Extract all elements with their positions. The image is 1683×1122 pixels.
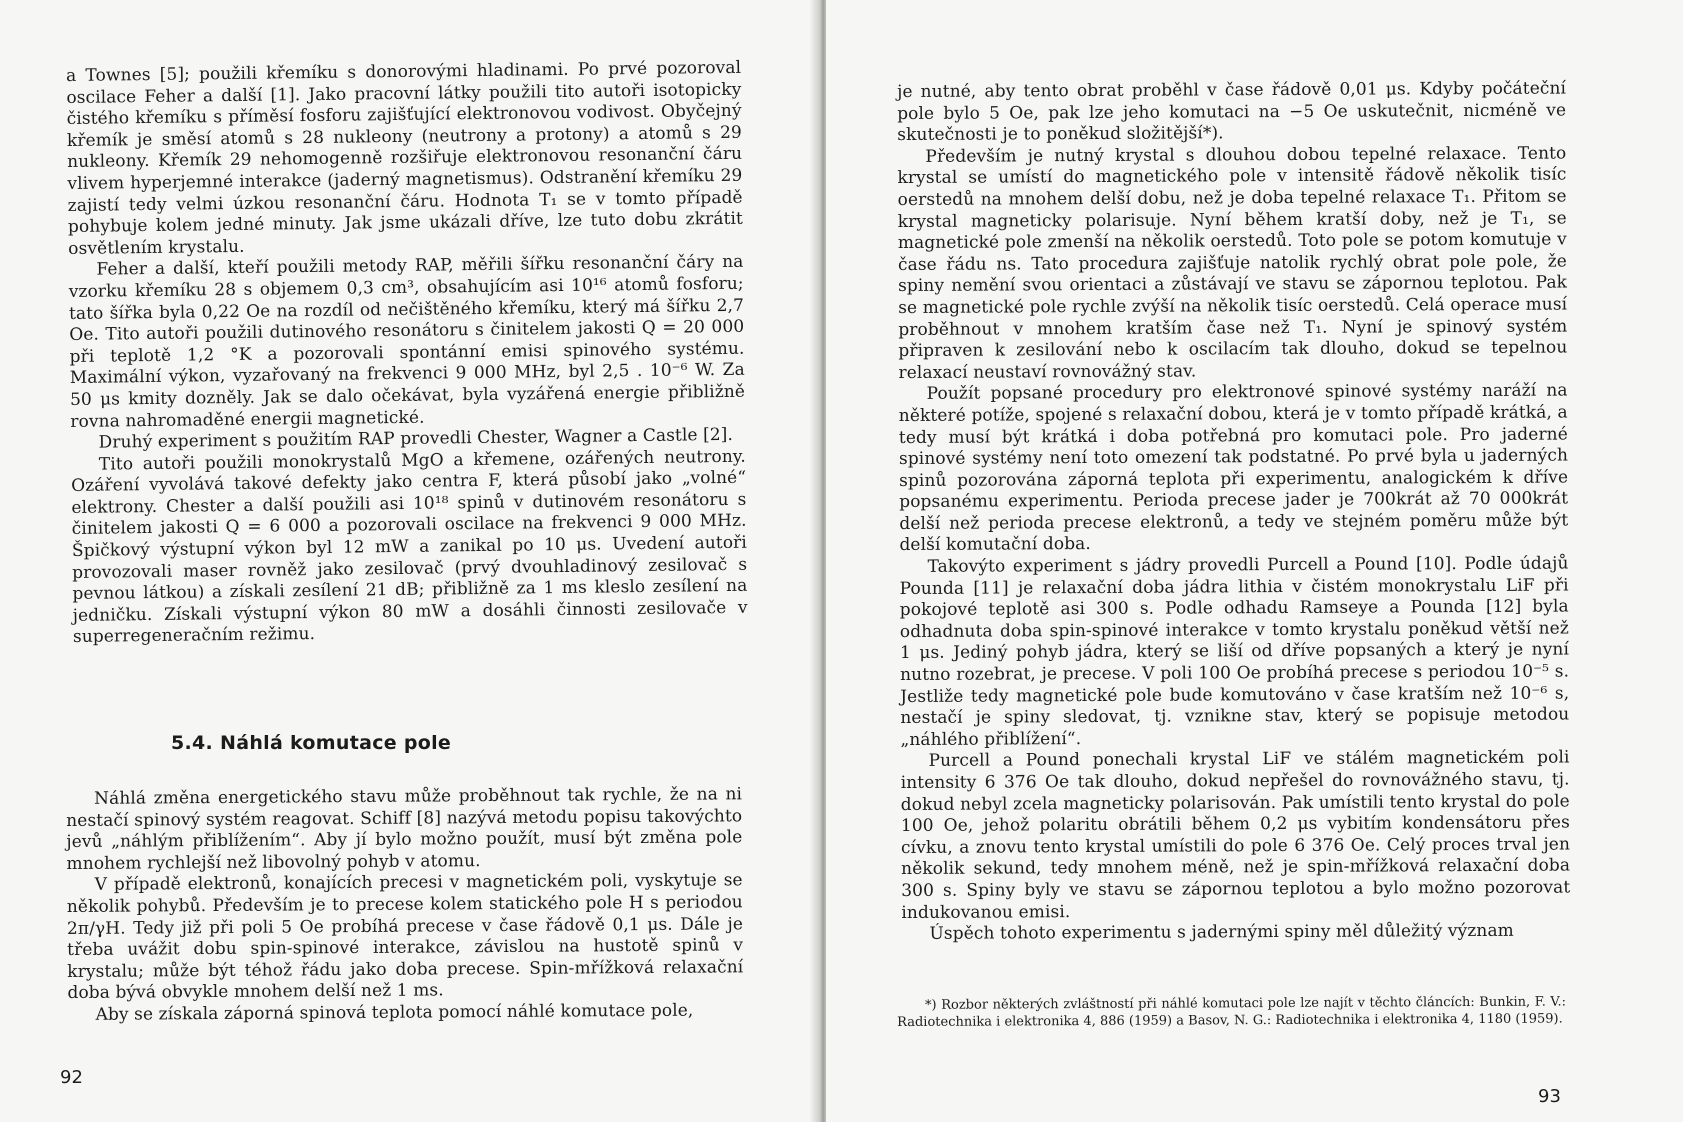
right-page-body xyxy=(897,78,1571,945)
paragraph: Náhlá změna energetického stavu může proběhnout tak rychle, že na ni nestačí spinový systém reagovat. Schiff [8] nazývá metodu popisu takovýchto jevů „náhlým přiblížením“. Aby jí bylo možno použít, musí být změna pole mnohem rychlejší než libovolný pohyb v atomu. xyxy=(66,784,743,874)
page-number: 92 xyxy=(60,1067,83,1088)
paragraph: V případě elektronů, konajících precesi v magnetickém poli, vyskytuje se několik pohybů. Především je to precese kolem statického pole H s periodou 2π/γH. Tedy již při poli 5 Oe probíhá precese v čase řádově 0,1 μs. Dále je třeba uvážit dobu spin-spinové interakce, závislou na hustotě spinů v krystalu; může být téhož řádu jako doba precese. Spin-mřížková relaxační doba bývá obvykle mnohem delší než 1 ms. xyxy=(66,870,744,1004)
paragraph: Aby se získala záporná spinová teplota pomocí náhlé komutace pole, xyxy=(95,1000,694,1025)
footnote xyxy=(897,993,1566,1031)
paragraph: je nutné, aby tento obrat proběhl v čase řádově 0,01 μs. Kdyby počáteční pole bylo 5 Oe, pak lze jeho komutaci na −5 Oe uskutečnit, nicméně ve skutečnosti je to poněkud složitější*). xyxy=(897,78,1567,146)
paragraph: Takovýto experiment s jádry provedli Purcell a Pound [10]. Podle údajů Pounda [11] je relaxační doba jádra lithia v čistém monokrystalu LiF při pokojové teplotě asi 300 s. Podle odhadu Ramseye a Pounda [12] byla odhadnuta doba spin-spinové interakce v tomto krystalu poněkud větší než 1 μs. Jediný pohyb jádra, který se liší od dříve popsaných a který je nyní nutno rozebrat, je precese. V poli 100 Oe probíhá precese s periodou 10⁻⁵ s. Jestliže tedy magnetické pole bude komutováno v čase kratším než 10⁻⁶ s, nestačí je spiny sledovat, tj. vznikne stav, který se popisuje metodou „náhlého přiblížení“. xyxy=(899,553,1570,750)
paragraph: a Townes [5]; použili křemíku s donorovými hladinami. Po prvé pozoroval oscilace Feher a další [1]. Jako pracovní látky použili tito autoři isotopicky čistého křemíku s příměsí fosforu zajišťující elektronovou vodivost. Obyčejný křemík je směsí atomů s 28 nukleony (neutrony a protony) a atomů s 29 nukleony. Křemík 29 nehomogenně rozšiřuje elektronovou resonanční čáru vlivem hyperjemné interakce (jaderný magnetismus). Odstranění křemíku 29 zajistí tedy velmi úzkou resonanční čáru. Hodnota T₁ se v tomto případě pohybuje kolem jedné minuty. Jak jsme ukázali dříve, lze tuto dobu zkrátit osvětlením krystalu. xyxy=(66,57,744,259)
paragraph: Tito autoři použili monokrystalů MgO a křemene, ozářených neutrony. Ozáření vyvolává takové defekty jako centra F, která působí jako „volné“ elektrony. Chester a další použili asi 10¹⁸ spinů v dutinovém resonátoru s činitelem jakosti Q = 6 000 a pozorovali oscilace na frekvenci 9 000 MHz. Špičkový výstupní výkon byl 12 mW a zanikal po 10 μs. Uvedení autoři provozovali maser rovněž jako zesilovač (prvý dvouhladinový zesilovač s pevnou látkou) a získali zesílení 21 dB; přibližně za 1 ms kleslo zesílení na jedničku. Získali výstupní výkon 80 mW a dosáhli činnosti zesilovače v superregeneračním režimu. xyxy=(71,446,748,648)
footnote-text: *) Rozbor některých zvláštností při náhlé komutaci pole lze najít v těchto článcích: Bunkin, F. V.: Radiotechnika i elektronika 4, 886 (1959) a Basov, N. G.: Radiotechnika i elektronika 4, 1180 (1959). xyxy=(897,994,1567,1030)
paragraph: Feher a další, kteří použili metody RAP, měřili šířku resonanční čáry na vzorku křemíku 28 s objemem 0,3 cm³, obsahujícím asi 10¹⁶ atomů fosforu; tato šířka byla 0,22 Oe na rozdíl od nečištěného křemíku, který má šířku 2,7 Oe. Tito autoři použili dutinového resonátoru s činitelem jakosti Q = 20 000 při teplotě 1,2 °K a pozorovali spontánní emisi spinového systému. Maximální výkon, vyzařovaný na frekvenci 9 000 MHz, byl 2,5 . 10⁻⁶ W. Za 50 μs kmity dozněly. Jak se dalo očekávat, byla vyzářená energie přibližně rovna nahromaděné energii magnetické. xyxy=(68,252,746,432)
left-page xyxy=(0,0,818,1122)
left-page-body-top xyxy=(66,58,748,649)
paragraph: Použít popsané procedury pro elektronové spinové systémy naráží na některé potíže, spojené s relaxační dobou, která je v tomto případě krátká, a tedy musí být krátká i doba potřebná pro komutaci pole. Pro jaderné spinové systémy není toto omezení tak podstatné. Po prvé byla u jaderných spinů pozorována záporná teplota při experimentu, analogickém k dříve popsanému experimentu. Perioda precese jader je 700krát až 70 000krát delší než perioda precese elektronů, a tedy ve stejném poměru může být delší komutační doba. xyxy=(898,380,1569,556)
paragraph: Především je nutný krystal s dlouhou dobou tepelné relaxace. Tento krystal se umístí do magnetického pole v intensitě řádově několik tisíc oerstedů na mnohem delší dobu, než je doba tepelné relaxace T₁. Přitom se krystal magneticky polarisuje. Nyní během kratší doby, než je T₁, se magnetické pole zmenší na několik oerstedů. Toto pole se potom komutuje v čase řádu ns. Tato procedura zajišťuje natolik rychlý obrat pole pole, že spiny nemění svou orientaci a zůstávají ve stavu se zápornou teplotou. Pak se magnetické pole rychle zvýší na několik tisíc oerstedů. Celá operace musí proběhnout v mnohem kratším čase než T₁. Nyní je spinový systém připraven k zesilování nebo k oscilacím tak dlouho, dokud se tepelnou relaxací neustaví rovnovážný stav. xyxy=(897,143,1568,383)
left-page-body-bottom xyxy=(66,784,744,1026)
section-heading: 5.4. Náhlá komutace pole xyxy=(171,732,452,754)
paragraph: Druhý experiment s použitím RAP provedli Chester, Wagner a Castle [2]. xyxy=(98,424,734,453)
paragraph: Úspěch tohoto experimentu s jadernými spiny měl důležitý význam xyxy=(929,920,1514,944)
paragraph: Purcell a Pound ponechali krystal LiF ve stálém magnetickém poli intensity 6 376 Oe tak dlouho, dokud nepřešel do rovnovážného stavu, tj. dokud nebyl zcela magneticky polarisován. Pak umístili tento krystal do pole 100 Oe, jehož polaritu obrátili během 0,2 μs vybitím kondensátoru přes cívku, a znovu tento krystal umístili do pole 6 376 Oe. Celý proces trval jen několik sekund, tedy mnohem méně, než je spin-mřížková relaxační doba 300 s. Spiny byly ve stavu se zápornou teplotou a bylo možno pozorovat indukovanou emisi. xyxy=(900,747,1571,923)
right-page xyxy=(826,0,1683,1122)
page-number: 93 xyxy=(1538,1086,1561,1107)
